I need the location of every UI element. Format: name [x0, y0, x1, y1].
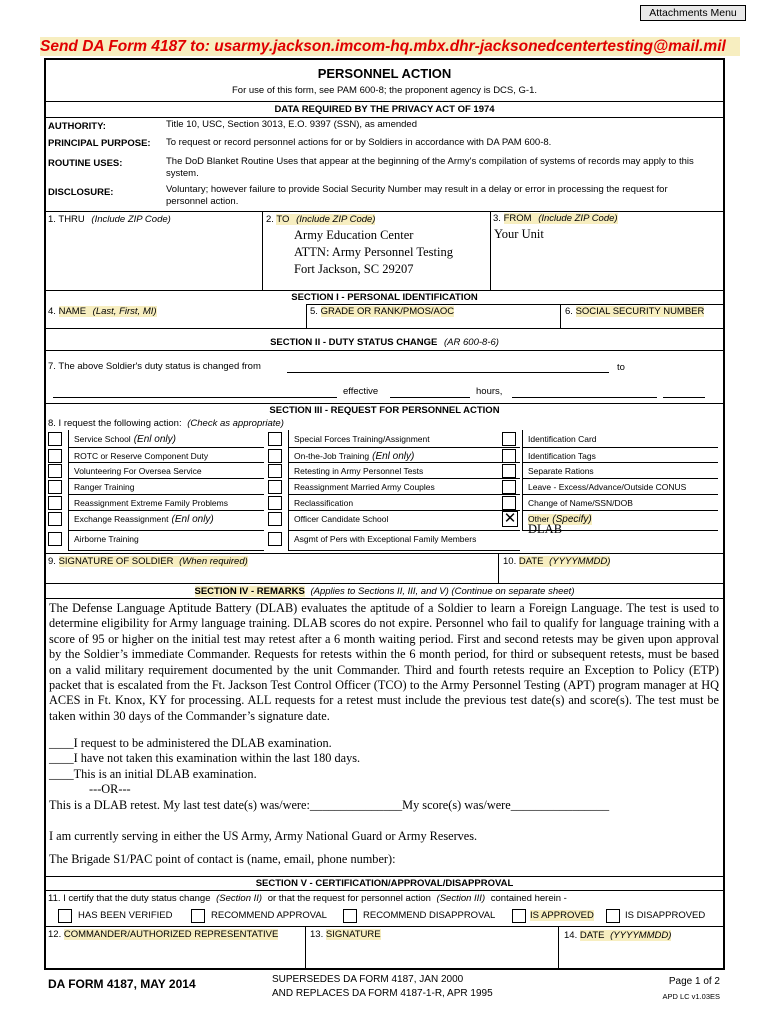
col3-item-0-text: Identification Card: [528, 434, 597, 444]
authority-label: AUTHORITY:: [48, 121, 106, 132]
section-4-title: SECTION IV - REMARKS: [194, 586, 305, 597]
to-label-wrap: [276, 214, 375, 225]
hours-input-1[interactable]: [512, 386, 657, 398]
from-label: FROM: [503, 213, 532, 224]
to-hint: (Include ZIP Code): [296, 214, 376, 225]
col3-item-3-text: Leave - Excess/Advance/Outside CONUS: [528, 482, 687, 492]
to-line-2: ATTN: Army Personnel Testing: [294, 245, 453, 259]
col2-item-5-checkbox[interactable]: [268, 512, 282, 526]
section-2-ref: (AR 600-8-6): [444, 337, 499, 348]
principal-purpose-text: To request or record personnel actions for or by Soldiers in accordance with DA PAM 600-8.: [166, 137, 552, 148]
col2-item-4-label: [294, 498, 353, 508]
remarks-line-or: ---OR---: [89, 782, 131, 797]
col1-item-4-label: [74, 498, 228, 508]
sig-label: SIGNATURE OF SOLDIER: [58, 556, 174, 567]
cmdr-label: COMMANDER/AUTHORIZED REPRESENTATIVE: [63, 929, 279, 940]
section-5-header: SECTION V - CERTIFICATION/APPROVAL/DISAPPROVAL: [255, 878, 514, 889]
grade-label: GRADE OR RANK/PMOS/AOC: [320, 306, 455, 317]
col3-item-2-checkbox[interactable]: [502, 464, 516, 478]
col2-item-1-text: On-the-Job Training: [294, 451, 370, 461]
col1-item-0-text: Service School: [74, 434, 131, 444]
from-hint: (Include ZIP Code): [538, 213, 618, 224]
date-14-field[interactable]: [564, 930, 671, 941]
remarks-line-e: I am currently serving in either the US Army, Army National Guard or Army Reserves.: [49, 829, 478, 844]
col1-item-6-label: [74, 534, 139, 544]
col1-item-1-label: [74, 451, 208, 461]
sig13-label: SIGNATURE: [325, 929, 381, 940]
col1-item-3-checkbox[interactable]: [48, 480, 62, 494]
col1-item-0-checkbox[interactable]: [48, 432, 62, 446]
col3-item-1-label: [528, 451, 596, 461]
col1-item-0-label: [74, 434, 176, 445]
sig-hint: (When required): [179, 556, 248, 567]
to-field[interactable]: [266, 214, 488, 225]
has-been-verified-checkbox[interactable]: [58, 909, 72, 923]
principal-purpose-label: PRINCIPAL PURPOSE:: [48, 138, 151, 149]
disclosure-label: DISCLOSURE:: [48, 187, 114, 198]
recommend-approval-label: RECOMMEND APPROVAL: [211, 910, 327, 921]
supersedes-line-1: SUPERSEDES DA FORM 4187, JAN 2000: [272, 974, 464, 985]
col1-item-5-text: Exchange Reassignment: [74, 514, 169, 524]
grade-field-label[interactable]: [310, 306, 454, 317]
col3-item-2-label: [528, 466, 594, 476]
col1-item-2-text: Volunteering For Oversea Service: [74, 466, 202, 476]
col1-item-3-label: [74, 482, 134, 492]
form-title: PERSONNEL ACTION: [317, 66, 452, 81]
col2-item-3-text: Reassignment Married Army Couples: [294, 482, 435, 492]
date14-hint: (YYYYMMDD): [610, 930, 672, 941]
version: APD LC v1.03ES: [662, 992, 720, 1001]
grade-num: 5.: [310, 306, 318, 317]
request-line-hint: (Check as appropriate): [187, 418, 284, 429]
sig13-num: 13.: [310, 929, 324, 940]
remarks-paragraph: The Defense Language Aptitude Battery (DLAB) evaluates the aptitude of a Soldier to learn a Foreign Language. The test is used to determine eligibility for Army language training. DLAB scores do not expire. Personnel who fail to qualify for language training with a score of 95 or higher on the initial test may retest after a 6 month waiting period. First and second retests may be given upon approval by the Soldier’s immediate Commander. Requests for retests within the 6 month period, for third or subsequent retests, must be based on a valid military requirement documented by the unit Commander. Third and fourth retests require an Exception to Policy (ETP) packet that is escalated from the Ft. Jackson Test Control Officer (TCO) to the Army Personnel Testing (APT) program manager at HQ ACES in Ft. Knox, KY for processing. ALL requests for a retest must include the previous test date(s) and score(s). The test must be taken within 30 days of the Commander’s signature date.: [49, 601, 719, 723]
send-to-banner: Send DA Form 4187 to: usarmy.jackson.imcom-hq.mbx.dhr-jacksonedcentertesting@mail.mil: [40, 37, 740, 56]
to-num: 2.: [266, 214, 274, 225]
remarks-line-a: ____I request to be administered the DLAB examination.: [49, 736, 332, 750]
certify-e: contained herein -: [490, 893, 567, 904]
col1-item-4-text: Reassignment Extreme Family Problems: [74, 498, 228, 508]
remarks-line-f: The Brigade S1/PAC point of contact is (name, email, phone number):: [49, 852, 396, 867]
supersedes-line-2: AND REPLACES DA FORM 4187-1-R, APR 1995: [272, 988, 493, 999]
col3-item-4-text: Change of Name/SSN/DOB: [528, 498, 633, 508]
disclosure-text: Voluntary; however failure to provide Social Security Number may result in a delay or error in processing the request for personnel action.: [166, 184, 668, 207]
name-hint: (Last, First, MI): [92, 306, 157, 317]
signature-field[interactable]: [310, 929, 381, 940]
section-1-header: SECTION I - PERSONAL IDENTIFICATION: [291, 292, 478, 303]
form-subtitle: For use of this form, see PAM 600-8; the proponent agency is DCS, G-1.: [231, 85, 538, 96]
col1-item-3-text: Ranger Training: [74, 482, 135, 492]
page-number: Page 1 of 2: [668, 976, 720, 987]
col3-item-5-checkbox[interactable]: ✕: [503, 510, 517, 527]
col2-item-0-text: Special Forces Training/Assignment: [294, 434, 430, 444]
soldier-date-field[interactable]: [503, 556, 610, 567]
col1-item-2-label: [74, 466, 202, 476]
ssn-label: SOCIAL SECURITY NUMBER: [575, 306, 705, 317]
cmdr-num: 12.: [48, 929, 62, 940]
duty-status-to-input[interactable]: [53, 386, 337, 398]
col3-item-0-label: [528, 434, 597, 444]
col1-item-5-checkbox[interactable]: [48, 512, 62, 526]
is-approved-label: IS APPROVED: [530, 910, 594, 921]
col1-item-1-checkbox[interactable]: [48, 449, 62, 463]
to-label: TO: [276, 214, 290, 225]
has-been-verified-label: HAS BEEN VERIFIED: [78, 910, 173, 921]
privacy-act-header: DATA REQUIRED BY THE PRIVACY ACT OF 1974: [274, 104, 495, 115]
col2-item-1-hint: (Enl only): [372, 451, 415, 462]
col2-item-4-text: Reclassification: [294, 498, 354, 508]
recommend-disapproval-checkbox[interactable]: [343, 909, 357, 923]
remarks-line-d: This is a DLAB retest. My last test date(s) was/were:_______________My score(s) was/were________________: [49, 797, 610, 812]
date10-num: 10.: [503, 556, 517, 567]
form-id: DA FORM 4187, MAY 2014: [48, 977, 196, 991]
col3-item-2-text: Separate Rations: [528, 466, 594, 476]
col2-item-0-label: [294, 434, 430, 444]
col2-item-6-label: [294, 534, 476, 544]
to-line-3: Fort Jackson, SC 29207: [294, 262, 414, 276]
duty-status-from-input[interactable]: [287, 361, 609, 373]
col2-item-2-text: Retesting in Army Personnel Tests: [294, 466, 424, 476]
col3-item-5-hint: (Specify): [552, 514, 592, 525]
certify-c: or that the request for personnel action: [267, 893, 431, 904]
col2-item-5-text: Officer Candidate School: [294, 514, 389, 524]
authority-text: Title 10, USC, Section 3013, E.O. 9397 (SSN), as amended: [166, 119, 417, 130]
thru-hint: (Include ZIP Code): [91, 214, 171, 225]
effective-date-input[interactable]: [390, 386, 470, 398]
to-address[interactable]: [294, 227, 453, 278]
certify-line: [48, 893, 567, 904]
duty-status-to: to: [617, 362, 625, 373]
col1-item-4-checkbox[interactable]: [48, 496, 62, 510]
col3-item-0-checkbox[interactable]: [502, 432, 516, 446]
date10-label: DATE: [518, 556, 544, 567]
other-specify-value[interactable]: DLAB: [528, 522, 563, 536]
request-line-text: 8. I request the following action:: [48, 418, 182, 429]
from-field-label: [493, 213, 618, 224]
is-approved-checkbox[interactable]: [512, 909, 526, 923]
name-label: NAME: [58, 306, 87, 317]
date10-hint: (YYYYMMDD): [549, 556, 611, 567]
col2-item-1-checkbox[interactable]: [268, 449, 282, 463]
remarks-line-b: ____I have not taken this examination within the last 180 days.: [49, 751, 361, 766]
section-4-header: [44, 586, 725, 597]
thru-field[interactable]: [48, 214, 258, 288]
col3-item-1-text: Identification Tags: [528, 451, 596, 461]
col2-item-6-text: Asgmt of Pers with Exceptional Family Members: [294, 534, 477, 544]
hours-input-2[interactable]: [663, 386, 705, 398]
col1-item-1-text: ROTC or Reserve Component Duty: [74, 451, 209, 461]
col2-item-6-checkbox[interactable]: [268, 532, 282, 546]
action-checkbox-grid: [48, 430, 720, 552]
col3-item-3-label: [528, 482, 686, 492]
col2-item-0-checkbox[interactable]: [268, 432, 282, 446]
name-field-label[interactable]: [48, 306, 157, 317]
col1-item-6-checkbox[interactable]: [48, 532, 62, 546]
is-disapproved-label: IS DISAPPROVED: [625, 910, 706, 921]
from-num: 3.: [493, 213, 501, 224]
col2-item-3-checkbox[interactable]: [268, 480, 282, 494]
col3-item-1-checkbox[interactable]: [502, 449, 516, 463]
routine-uses-text: The DoD Blanket Routine Uses that appear at the beginning of the Army's compilation of systems of records may apply to this system.: [166, 156, 694, 179]
col1-item-5-hint: (Enl only): [171, 514, 214, 525]
sig-num: 9.: [48, 556, 56, 567]
col2-item-1-label: [294, 451, 414, 462]
col2-item-5-label: [294, 514, 388, 524]
col1-item-2-checkbox[interactable]: [48, 464, 62, 478]
hours-label: hours,: [476, 386, 503, 397]
date14-num: 14.: [564, 930, 578, 941]
section-4-hint: (Applies to Sections II, III, and V) (Continue on separate sheet): [310, 586, 575, 597]
duty-status-line: 7. The above Soldier's duty status is changed from: [48, 361, 261, 372]
col3-item-4-checkbox[interactable]: [502, 496, 516, 510]
commander-field[interactable]: [48, 929, 278, 940]
col1-item-6-text: Airborne Training: [74, 534, 139, 544]
routine-uses-label: ROUTINE USES:: [48, 158, 123, 169]
certify-a: 11. I certify that the duty status change: [48, 893, 211, 904]
col1-item-5-label: [74, 514, 214, 525]
recommend-approval-checkbox[interactable]: [191, 909, 205, 923]
col3-item-4-label: [528, 498, 633, 508]
soldier-signature-field[interactable]: [48, 556, 248, 567]
section-3-header: SECTION III - REQUEST FOR PERSONNEL ACTION: [269, 405, 500, 416]
thru-label: 1. THRU: [48, 214, 85, 225]
from-value[interactable]: Your Unit: [494, 227, 544, 241]
col3-item-3-checkbox[interactable]: [502, 480, 516, 494]
attachments-menu-button[interactable]: Attachments Menu: [640, 5, 746, 21]
recommend-disapproval-label: RECOMMEND DISAPPROVAL: [363, 910, 496, 921]
remarks-checklist[interactable]: [49, 736, 719, 868]
name-num: 4.: [48, 306, 56, 317]
request-line: [48, 418, 284, 429]
col2-item-4-checkbox[interactable]: [268, 496, 282, 510]
ssn-field-label[interactable]: [565, 306, 704, 317]
effective-label: effective: [343, 386, 379, 397]
remarks-text-area[interactable]: [49, 601, 719, 724]
col1-item-0-hint: (Enl only): [133, 434, 176, 445]
ssn-num: 6.: [565, 306, 573, 317]
section-2-header: [44, 337, 725, 348]
section-2-title: SECTION II - DUTY STATUS CHANGE: [270, 337, 438, 348]
col2-item-3-label: [294, 482, 435, 492]
col2-item-2-checkbox[interactable]: [268, 464, 282, 478]
certify-d: (Section III): [436, 893, 486, 904]
certify-b: (Section II): [216, 893, 263, 904]
date14-label: DATE: [579, 930, 605, 941]
col2-item-2-label: [294, 466, 423, 476]
is-disapproved-checkbox[interactable]: [606, 909, 620, 923]
remarks-line-c: ____This is an initial DLAB examination.: [49, 766, 257, 781]
col3-item-5-text: Other: [528, 514, 550, 524]
to-line-1: Army Education Center: [294, 228, 414, 242]
